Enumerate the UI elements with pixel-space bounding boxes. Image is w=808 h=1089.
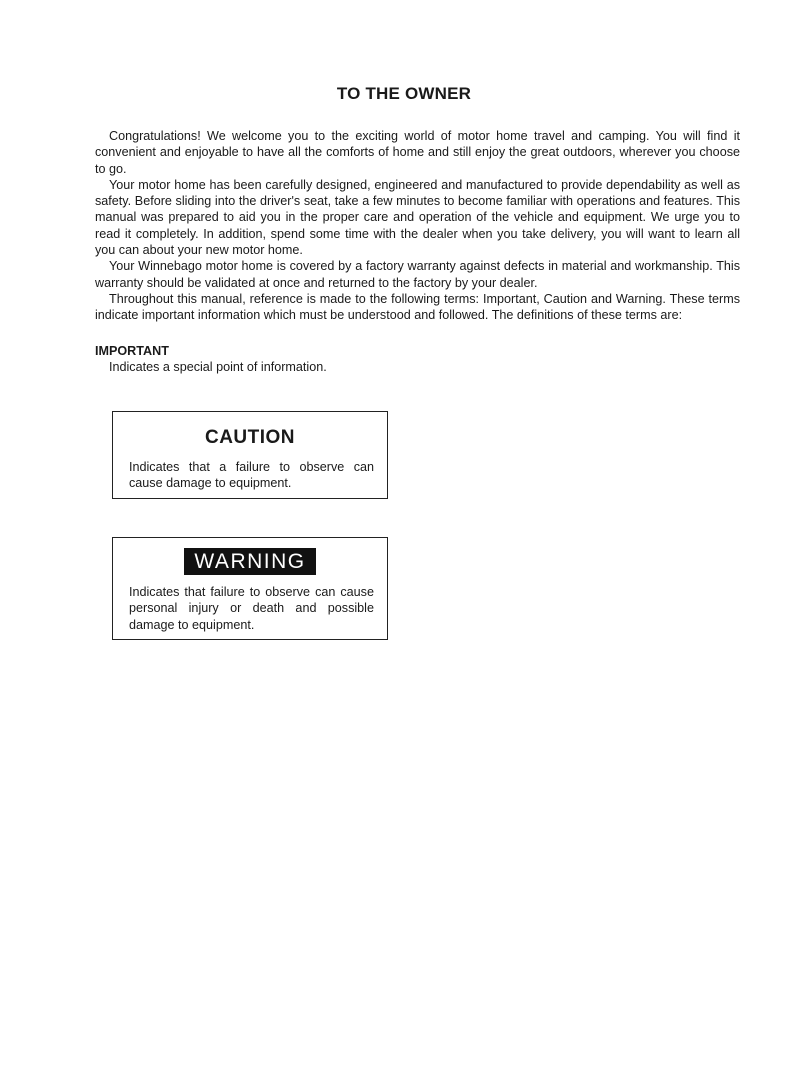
warning-box	[112, 537, 388, 640]
paragraph-warranty: Your Winnebago motor home is covered by a factory warranty against defects in material and workmanship. This warranty should be validated at once and returned to the factory by your dealer.	[95, 259, 740, 290]
paragraph-terms: Throughout this manual, reference is made to the following terms: Important, Caution and Warning. These terms indicate important information which must be understood and followed. The definitions of these terms are:	[95, 291, 740, 323]
warning-heading: WARNING	[184, 548, 315, 575]
caution-heading: CAUTION	[204, 427, 296, 448]
caution-box	[112, 411, 388, 499]
important-definition: Indicates a special point of information.	[109, 360, 327, 374]
warning-heading-wrap	[113, 548, 387, 575]
intro-text	[95, 128, 740, 324]
warning-definition: Indicates that failure to observe can cause personal injury or death and possible damage to equipment.	[129, 585, 374, 632]
paragraph-congratulations: Congratulations! We welcome you to the exciting world of motor home travel and camping. You will find it convenient and enjoyable to have all the comforts of home and still enjoy the great outdoors, wherever you choose to go.	[95, 129, 740, 176]
important-heading: IMPORTANT	[95, 344, 169, 358]
page-title: TO THE OWNER	[336, 84, 472, 103]
caution-definition: Indicates that a failure to observe can cause damage to equipment.	[129, 460, 374, 491]
paragraph-design: Your motor home has been carefully designed, engineered and manufactured to provide dependability as well as safety. Before sliding into the driver's seat, take a few minutes to become familiar with operations and features. This manual was prepared to aid you in the proper care and operation of the vehicle and equipment. We urge you to read it completely. In addition, spend some time with the dealer when you take delivery, you will want to learn all you can about your new motor home.	[95, 177, 740, 258]
